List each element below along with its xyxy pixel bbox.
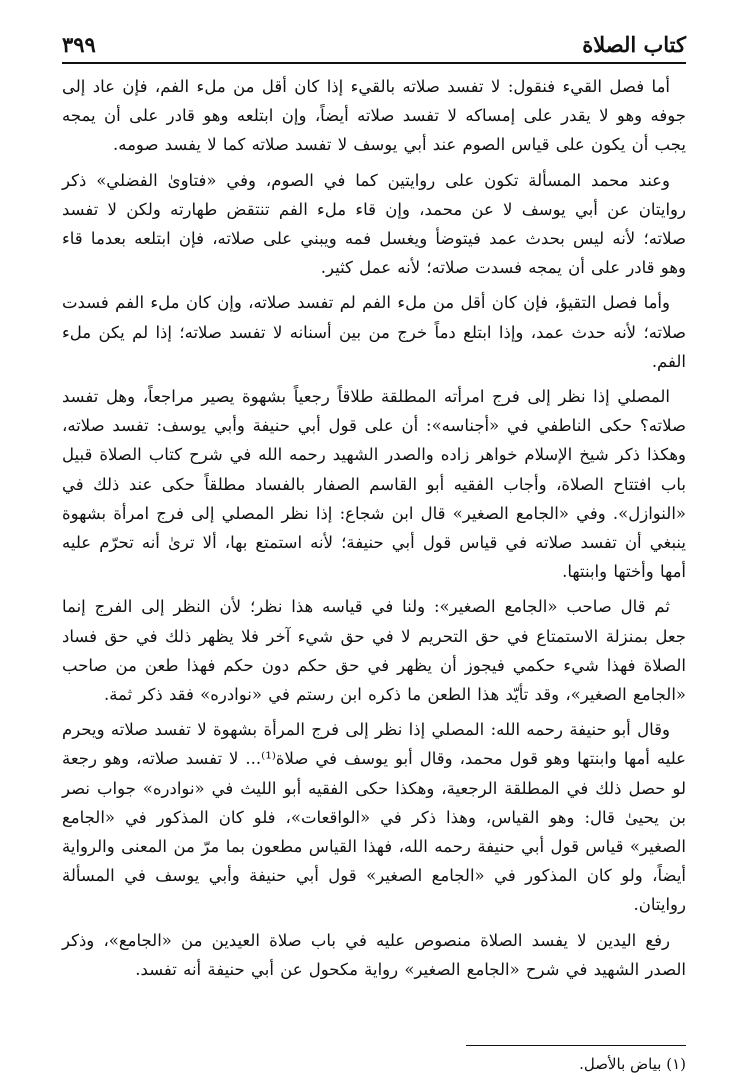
book-page [62, 30, 687, 1073]
paragraph: أما فصل القيء فنقول: لا تفسد صلاته بالقيء إذا كان أقل من ملء الفم، فإن عاد إلى جوفه وهو لا يقدر على إمساكه لا تفسد صلاته أيضاً، وإن ابتلعه وهو قادر على أن يمجه يجب أن يكون على قياس الصوم عند أبي يوسف لا تفسد صلاته كما لا يفسد صومه. [62, 77, 686, 155]
page-header [62, 30, 686, 60]
running-title: كتاب الصلاة [582, 32, 686, 57]
paragraph: المصلي إذا نظر إلى فرج امرأته المطلقة طلاقاً رجعياً بشهوة يصير مراجعاً، وهل تفسد صلاته؟ حكى الناطفي في «أجناسه»: أن على قول أبي حنيفة وأبي يوسف: تفسد صلاته، وهكذا ذكر شيخ الإسلام خواهر زاده والصدر الشهيد رحمه الله في شرح كتاب الصلاة قبيل باب افتتاح الصلاة، وأجاب الفقيه أبو القاسم الصفار بالفساد مطلقاً حكى عند ذلك في «النوازل». وفي «الجامع الصغير» قال ابن شجاع: إذا نظر المصلي إلى فرج امرأة بشهوة ينبغي أن تفسد صلاته في قياس قول أبي حنيفة؛ لأنه استمتع بها، ألا ترىٰ أنه تحرّم عليه أمها وأختها وابنتها. [62, 387, 686, 582]
page-number: ٣٩٩ [62, 32, 96, 57]
header-divider [62, 62, 686, 64]
page-body [62, 72, 686, 990]
paragraph: وعند محمد المسألة تكون على روايتين كما في الصوم، وفي «فتاوىٰ الفضلي» ذكر روايتان عن أبي يوسف لا عن محمد، وإن قاء ملء الفم تنتقض طهارته ولكن لا تفسد صلاته؛ لأنه ليس بحدث عمد فيتوضأ ويغسل فمه ويبني على صلاته، فإن ابتلعه بعدما قاء وهو قادر على أن يمجه فسدت صلاته؛ لأنه عمل كثير. [62, 170, 686, 278]
footnote: (١) بياض بالأصل. [579, 1055, 686, 1073]
footnote-divider [466, 1045, 686, 1046]
paragraph: رفع اليدين لا يفسد الصلاة منصوص عليه في باب صلاة العيدين من «الجامع»، وذكر الصدر الشهيد في شرح «الجامع الصغير» رواية مكحول عن أبي حنيفة أنه تفسد. [62, 930, 686, 979]
paragraph: ثم قال صاحب «الجامع الصغير»: ولنا في قياسه هذا نظر؛ لأن النظر إلى الفرج إنما جعل بمنزلة الاستمتاع في حق التحريم لا في حق شيء آخر فلا يظهر ذلك في حق فساد الصلاة فهذا شيء حكمي فيجوز أن يظهر في حق حكم دون حكم فهذا طعن من صاحب «الجامع الصغير»، وقد تأيّد هذا الطعن ما ذكره ابن رستم في «نوادره» فقد ذكر ثمة. [62, 597, 686, 705]
paragraph: وأما فصل التقيؤ، فإن كان أقل من ملء الفم لم تفسد صلاته، وإن كان ملء الفم فسدت صلاته؛ لأنه حدث عمد، وإذا ابتلع دماً خرج من بين أسنانه لا تفسد صلاته؛ إذا لم يكن ملء الفم. [62, 293, 686, 371]
paragraph: وقال أبو حنيفة رحمه الله: المصلي إذا نظر إلى فرج المرأة بشهوة لا تفسد صلاته ويحرم عليه أمها وابنتها وهو قول محمد، وقال أبو يوسف في صلاة⁽¹⁾... لا تفسد صلاته، وهو رجعة لو حصل ذلك في المطلقة الرجعية، وهكذا حكى الفقيه أبو الليث في «نوادره» جواب نصر بن يحيىٰ قال: وهو القياس، وهذا ذكر في «الواقعات»، فلو كان المذكور في «الجامع الصغير» قياس قول أبي حنيفة رحمه الله، فهذا القياس مطعون بما مرّ من المعنى والرواية أيضاً، ولو كان المذكور في «الجامع الصغير» قول أبي حنيفة وأبي يوسف في المسألة روايتان. [62, 720, 687, 915]
